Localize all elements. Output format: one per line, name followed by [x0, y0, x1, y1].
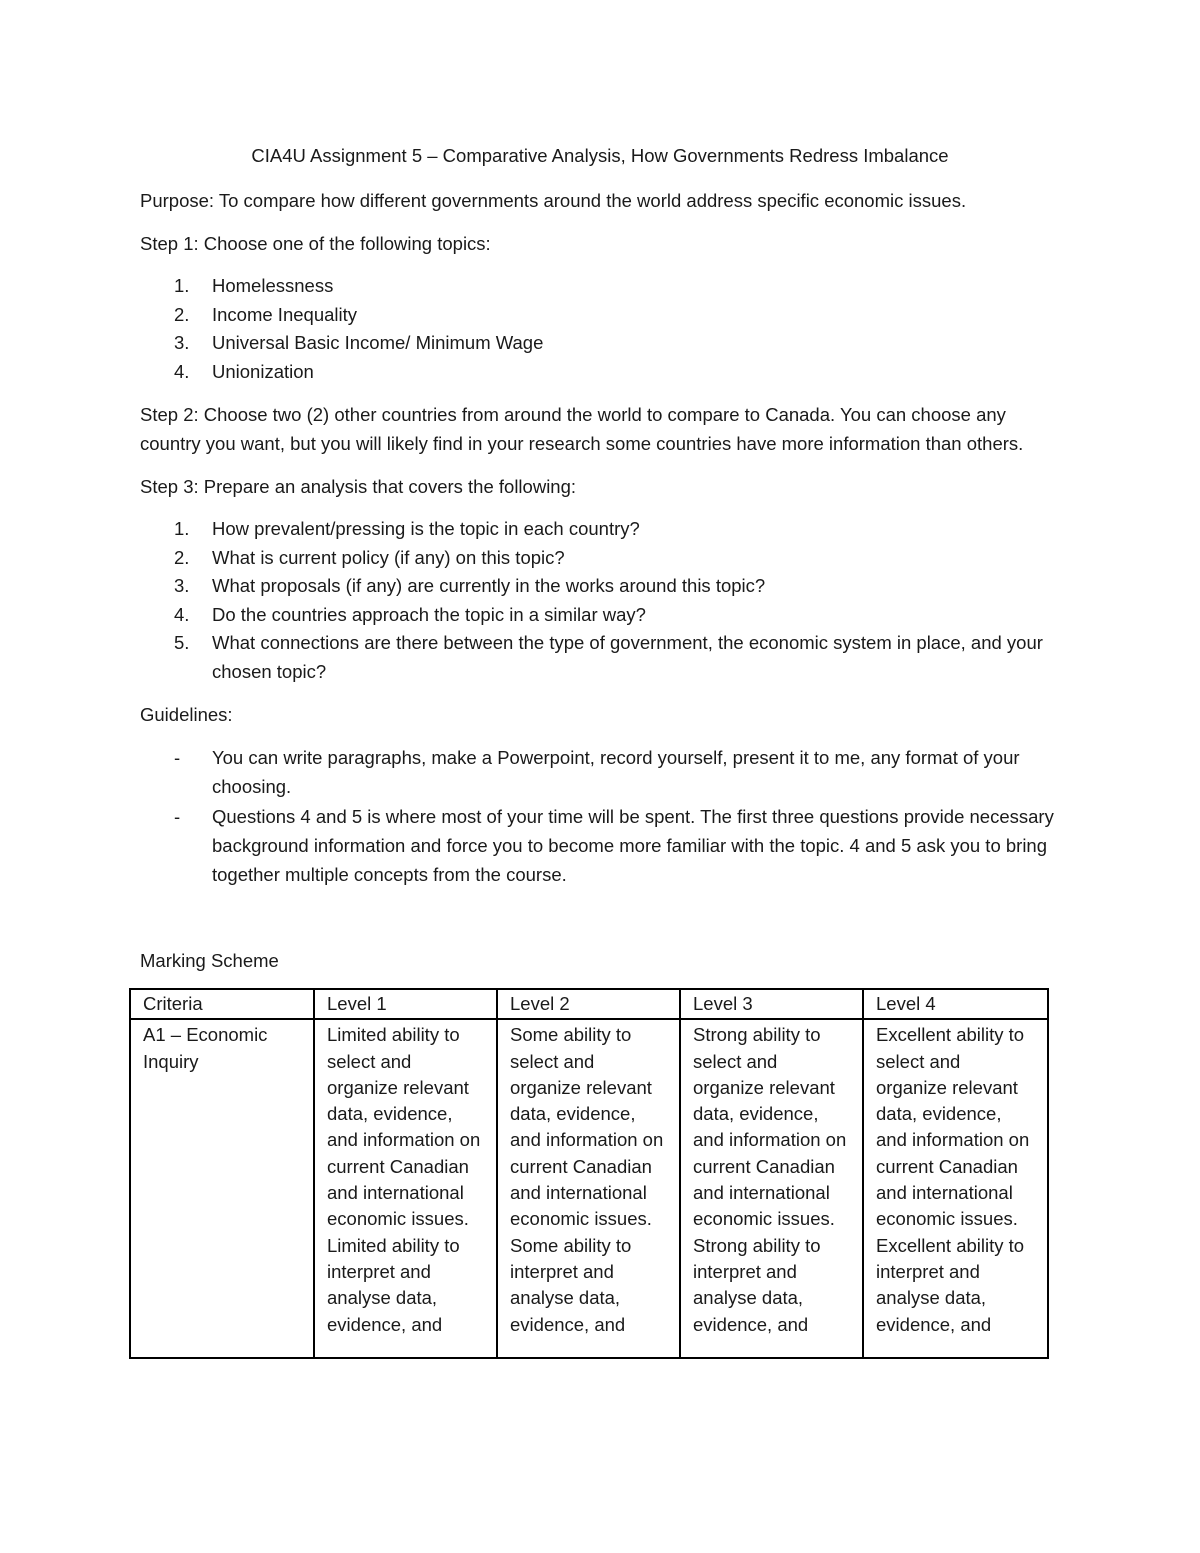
table-header-cell: Level 4: [863, 989, 1048, 1019]
list-item: 1. Homelessness: [174, 275, 334, 296]
marking-scheme-table: [129, 988, 1049, 1359]
document-content: [140, 140, 1060, 1359]
list-item: 1. How prevalent/pressing is the topic in each country?: [174, 518, 640, 539]
table-header-cell: Level 2: [497, 989, 680, 1019]
document-title: CIA4U Assignment 5 – Comparative Analysis, How Governments Redress Imbalance: [251, 145, 949, 166]
table-row: [130, 1019, 1048, 1358]
table-cell: A1 – Economic Inquiry: [130, 1019, 314, 1358]
step3-heading: Step 3: Prepare an analysis that covers the following:: [140, 476, 577, 497]
table-cell: Limited ability to select and organize relevant data, evidence, and information on current Canadian and international economic issues. Limited ability to interpret and analyse data, evidence, and: [314, 1019, 497, 1358]
table-cell: Some ability to select and organize relevant data, evidence, and information on current Canadian and international economic issues. Some ability to interpret and analyse data, evidence, and: [497, 1019, 680, 1358]
table-header-cell: Criteria: [130, 989, 314, 1019]
list-item: 5. What connections are there between the type of government, the economic system in place, and your chosen topic?: [174, 632, 1043, 682]
list-item: 3. What proposals (if any) are currently in the works around this topic?: [174, 575, 766, 596]
marking-scheme-label: Marking Scheme: [140, 950, 279, 971]
table-header-row: [130, 989, 1048, 1019]
purpose-text: Purpose: To compare how different governments around the world address specific economic issues.: [140, 190, 967, 211]
analysis-questions-list: [140, 515, 1060, 686]
table-cell: Excellent ability to select and organize relevant data, evidence, and information on current Canadian and international economic issues. Excellent ability to interpret and analyse data, evidence, and: [863, 1019, 1048, 1358]
step2-text: Step 2: Choose two (2) other countries from around the world to compare to Canada. You can choose any country you want, but you will likely find in your research some countries have more information than others.: [140, 404, 1024, 454]
list-item: 4. Unionization: [174, 360, 314, 382]
list-item: 2. Income Inequality: [174, 303, 358, 325]
step1-heading: Step 1: Choose one of the following topics:: [140, 233, 491, 254]
table-header-cell: Level 3: [680, 989, 863, 1019]
list-item: - You can write paragraphs, make a Powerpoint, record yourself, present it to me, any format of your choosing.: [174, 747, 1020, 797]
list-item: 4. Do the countries approach the topic in a similar way?: [174, 603, 646, 625]
list-item: 2. What is current policy (if any) on this topic?: [174, 546, 565, 568]
table-header-cell: Level 1: [314, 989, 497, 1019]
guidelines-heading: Guidelines:: [140, 704, 233, 725]
list-item: 3. Universal Basic Income/ Minimum Wage: [174, 332, 544, 353]
topic-list: [140, 272, 1060, 386]
list-item: - Questions 4 and 5 is where most of your time will be spent. The first three questions provide necessary background information and force you to become more familiar with the topic. 4 and 5 ask you to bring together multiple concepts from the course.: [174, 806, 1054, 885]
guidelines-list: [140, 743, 1060, 889]
table-cell: Strong ability to select and organize relevant data, evidence, and information on current Canadian and international economic issues. Strong ability to interpret and analyse data, evidence, and: [680, 1019, 863, 1358]
